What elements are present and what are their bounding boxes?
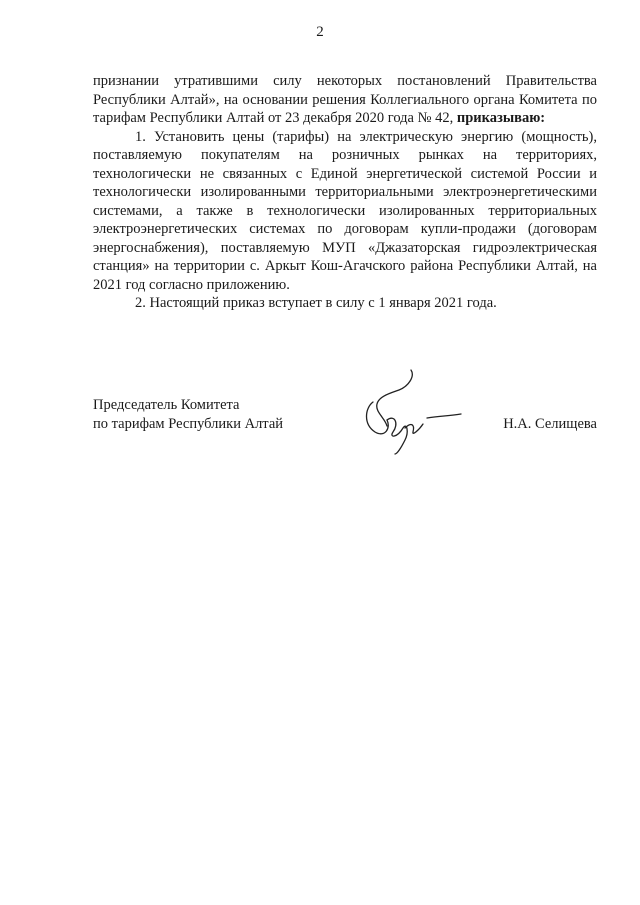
handwritten-signature bbox=[349, 366, 469, 456]
document-body bbox=[93, 72, 597, 313]
item-2-paragraph: 2. Настоящий приказ вступает в силу с 1 января 2021 года. bbox=[135, 295, 497, 311]
signature-block bbox=[93, 396, 597, 456]
signer-name: Н.А. Селищева bbox=[503, 416, 597, 432]
page-number: 2 bbox=[316, 24, 324, 40]
order-word: приказываю: bbox=[456, 110, 546, 126]
signer-position bbox=[93, 396, 283, 434]
intro-text: признании утратившими силу некоторых постановлений Правительства Республики Алтай», на основании решения Коллегиального органа Комитета по тарифам Республики Алтай от 23 декабря 2020 года № 42, bbox=[93, 73, 597, 126]
item-1-paragraph: 1. Установить цены (тарифы) на электрическую энергию (мощность), поставляемую покупателям на розничных рынках на территориях, технологически не связанных с Единой энергетической системой России и технологически изолированными территориальными электроэнергетическими системами, а также в технологически изолированных территориальных электроэнергетических системах по договорам купли-продажи (договорам энергоснабжения), поставляемую МУП «Джазаторская гидроэлектрическая станция» на территории с. Аркыт Кош-Агачского района Республики Алтай, на 2021 год согласно приложению. bbox=[93, 128, 597, 293]
intro-paragraph bbox=[93, 72, 597, 128]
signer-position-line-1: Председатель Комитета bbox=[93, 397, 240, 413]
signer-position-line-2: по тарифам Республики Алтай bbox=[93, 416, 284, 432]
